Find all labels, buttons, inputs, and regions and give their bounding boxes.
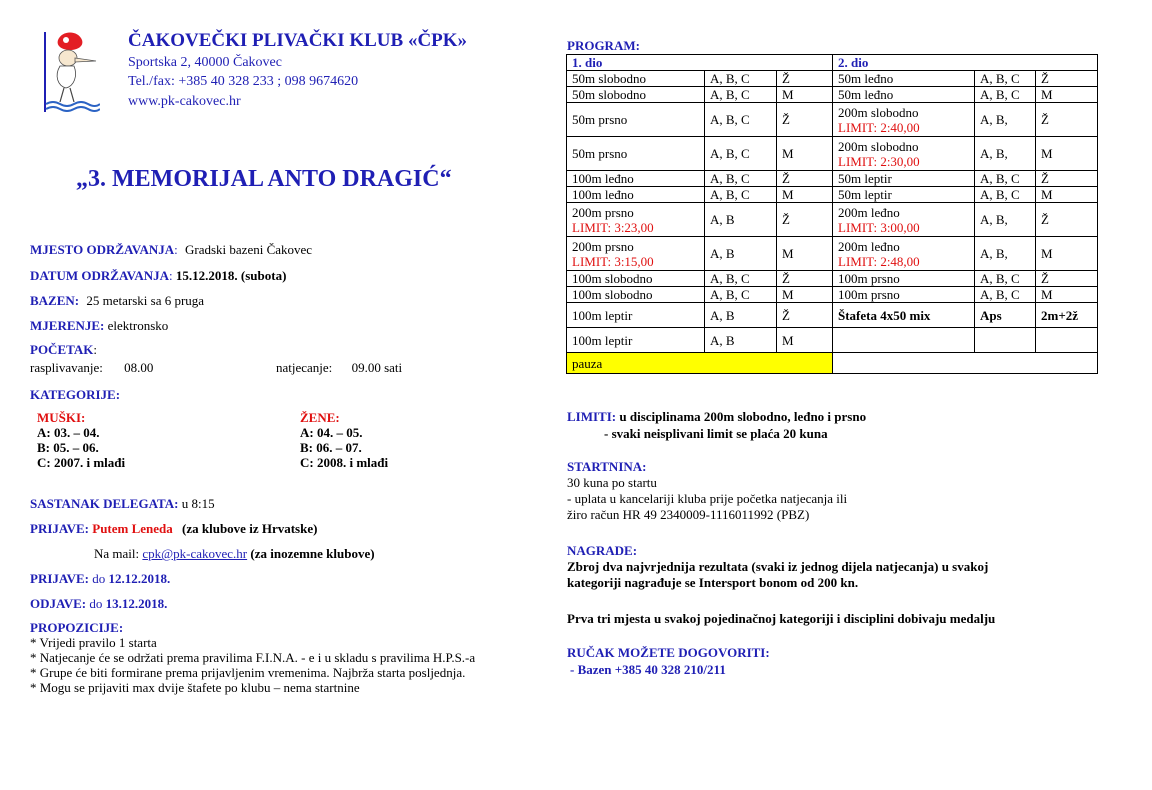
gender-cell-text: Ž — [782, 171, 790, 186]
program-label: PROGRAM: — [567, 38, 640, 53]
withdraw-row — [30, 596, 167, 611]
event-cell — [567, 71, 705, 87]
gender-cell — [777, 303, 833, 328]
event-cell-text: 100m prsno — [838, 271, 900, 286]
club-address: Sportska 2, 40000 Čakovec — [128, 55, 282, 70]
table-row — [567, 87, 1098, 103]
category-cell — [705, 237, 777, 271]
event-cell-text: 100m leptir — [572, 332, 633, 348]
gender-cell — [777, 203, 833, 237]
pause-cell: pauza — [567, 353, 833, 374]
fee-line: žiro račun HR 49 2340009-1116011992 (PBZ) — [567, 507, 810, 522]
category-cell — [975, 171, 1036, 187]
event-cell — [833, 287, 975, 303]
rule-item: * Mogu se prijaviti max dvije štafete po klubu – nema startnine — [30, 680, 360, 695]
event-cell-text: 200m leđno — [838, 204, 900, 220]
gender-cell-text: Ž — [782, 212, 790, 227]
men-label: MUŠKI: — [37, 410, 86, 425]
category-cell-text: A, B, C — [980, 271, 1020, 286]
pool-label: BAZEN: — [30, 293, 80, 308]
category-cell-text: A, B — [710, 212, 735, 227]
rule-item: * Natjecanje će se održati prema pravilima F.I.N.A. - e i u skladu s pravilima H.P.S.-a — [30, 650, 476, 665]
event-title: „3. MEMORIJAL ANTO DRAGIĆ“ — [76, 166, 452, 192]
awards-block — [567, 543, 988, 591]
category-cell-text: A, B, C — [980, 87, 1020, 102]
men-category-a: A: 03. – 04. — [37, 425, 100, 440]
gender-cell-text: M — [782, 87, 794, 102]
limits-row — [567, 409, 866, 424]
women-label: ŽENE: — [300, 410, 340, 425]
category-cell — [975, 303, 1036, 328]
event-cell — [833, 103, 975, 137]
warmup-row — [30, 360, 153, 375]
gender-cell — [1036, 287, 1098, 303]
pool-row — [30, 293, 204, 308]
category-cell — [975, 237, 1036, 271]
event-cell-text: 100m prsno — [838, 287, 900, 302]
entries-row — [30, 521, 317, 536]
venue-row: MJESTO ODRŽAVANJA: Gradski bazeni Čakovec — [30, 242, 313, 257]
fee-line: - uplata u kancelariji kluba prije početka natjecanja ili — [567, 491, 848, 506]
category-cell-text: A, B — [710, 332, 735, 348]
category-cell-text: A, B — [710, 246, 735, 261]
women-categories — [300, 410, 388, 470]
event-cell-text: 50m leptir — [838, 187, 892, 202]
men-categories — [37, 410, 125, 470]
club-logo — [38, 28, 100, 114]
gender-cell-text: Ž — [782, 307, 790, 323]
entries-deadline-prefix: do — [92, 571, 106, 586]
table-row — [567, 237, 1098, 271]
entries-croatia: (za klubove iz Hrvatske) — [182, 521, 318, 536]
date-label: DATUM ODRŽAVANJA — [30, 268, 170, 283]
gender-cell-text: M — [782, 246, 794, 261]
men-category-c: C: 2007. i mlađi — [37, 455, 126, 470]
category-cell — [705, 103, 777, 137]
event-cell — [567, 203, 705, 237]
timing-value: elektronsko — [107, 318, 169, 333]
category-cell-text: A, B, C — [710, 187, 750, 202]
limit-text: LIMIT: 2:40,00 — [838, 119, 920, 135]
delegates-label: SASTANAK DELEGATA: — [30, 496, 179, 511]
event-cell — [567, 87, 705, 103]
event-cell-text: 100m slobodno — [572, 287, 653, 302]
gender-cell — [777, 328, 833, 353]
gender-cell — [777, 237, 833, 271]
category-cell — [705, 187, 777, 203]
category-cell-text: A, B, C — [710, 287, 750, 302]
start-label: POČETAK — [30, 342, 94, 357]
category-cell — [975, 71, 1036, 87]
gender-cell — [777, 87, 833, 103]
competition-value: 09.00 sati — [351, 360, 403, 375]
category-cell-text: A, B, — [980, 212, 1008, 227]
venue-value: Gradski bazeni Čakovec — [185, 242, 313, 257]
rules-label: PROPOZICIJE: — [30, 620, 124, 635]
event-cell-text: 50m leptir — [838, 171, 892, 186]
mail-suffix: (za inozemne klubove) — [250, 546, 375, 561]
gender-cell — [1036, 328, 1098, 353]
category-cell-text: A, B, — [980, 246, 1008, 261]
table-row — [567, 203, 1098, 237]
category-cell — [705, 137, 777, 171]
pause-empty-cell — [833, 353, 1098, 374]
event-cell-text: 100m slobodno — [572, 271, 653, 286]
category-cell — [975, 87, 1036, 103]
event-cell — [833, 328, 975, 353]
table-row — [567, 137, 1098, 171]
table-row — [567, 171, 1098, 187]
part2-header: 2. dio — [833, 55, 1098, 71]
table-row — [567, 71, 1098, 87]
entries-deadline-row — [30, 571, 170, 586]
event-cell-text: 200m slobodno — [838, 104, 919, 120]
event-cell-text: 100m leptir — [572, 307, 633, 323]
gender-cell-text: M — [1041, 87, 1053, 102]
limit-text: LIMIT: 2:30,00 — [838, 153, 920, 169]
gender-cell-text: Ž — [782, 271, 790, 286]
event-cell — [567, 303, 705, 328]
event-cell-text: 200m slobodno — [838, 138, 919, 154]
category-cell — [705, 303, 777, 328]
event-cell — [567, 137, 705, 171]
mail-prefix: Na mail: — [94, 546, 140, 561]
mail-row — [94, 546, 375, 561]
category-cell-text: A, B, C — [710, 87, 750, 102]
gender-cell — [1036, 137, 1098, 171]
pause-row — [567, 353, 1098, 374]
timing-label: MJERENJE: — [30, 318, 105, 333]
table-row — [567, 287, 1098, 303]
lunch-label: RUČAK MOŽETE DOGOVORITI: — [567, 645, 770, 660]
category-cell-text: A, B, C — [980, 171, 1020, 186]
event-cell — [833, 203, 975, 237]
table-row — [567, 328, 1098, 353]
event-cell — [833, 87, 975, 103]
gender-cell — [777, 287, 833, 303]
category-cell-text: Aps — [980, 307, 1002, 323]
gender-cell — [1036, 203, 1098, 237]
women-category-c: C: 2008. i mlađi — [300, 455, 389, 470]
gender-cell-text: Ž — [1041, 171, 1049, 186]
lunch-value: - Bazen +385 40 328 210/211 — [570, 662, 726, 677]
category-cell — [705, 287, 777, 303]
fee-label: STARTNINA: — [567, 459, 647, 474]
limits-note: - svaki neisplivani limit se plaća 20 kuna — [604, 426, 828, 441]
event-cell — [833, 303, 975, 328]
entries-deadline-date: 12.12.2018. — [108, 571, 171, 586]
timing-row — [30, 318, 168, 333]
category-cell — [705, 87, 777, 103]
table-row — [567, 303, 1098, 328]
women-category-b: B: 06. – 07. — [300, 440, 362, 455]
category-cell-text: A, B, C — [710, 271, 750, 286]
event-cell-text: 200m prsno — [572, 238, 634, 254]
event-cell — [567, 237, 705, 271]
gender-cell-text: Ž — [1041, 71, 1049, 86]
gender-cell — [1036, 103, 1098, 137]
event-cell-text: 200m leđno — [838, 238, 900, 254]
rule-item: * Grupe će biti formirane prema prijavljenim vremenima. Najbrža starta posljednja. — [30, 665, 466, 680]
limits-label: LIMITI: — [567, 409, 617, 424]
category-cell — [705, 71, 777, 87]
category-cell — [705, 271, 777, 287]
event-cell-text: 100m leđno — [572, 187, 634, 202]
category-cell-text: A, B, — [980, 146, 1008, 161]
gender-cell-text: 2m+2ž — [1041, 307, 1079, 323]
category-cell — [975, 187, 1036, 203]
medals-text: Prva tri mjesta u svakoj pojedinačnoj kategoriji i disciplini dobivaju medalju — [567, 611, 996, 626]
category-cell-text: A, B, C — [710, 146, 750, 161]
table-header-row — [567, 55, 1098, 71]
event-cell-text: 200m prsno — [572, 204, 634, 220]
limit-text: LIMIT: 3:15,00 — [572, 253, 654, 269]
women-category-a: A: 04. – 05. — [300, 425, 363, 440]
gender-cell-text: Ž — [1041, 112, 1049, 127]
category-cell-text: A, B, C — [710, 112, 750, 127]
club-phone: Tel./fax: +385 40 328 233 ; 098 9674620 — [128, 74, 359, 89]
rule-item: * Vrijedi pravilo 1 starta — [30, 635, 157, 650]
gender-cell — [1036, 171, 1098, 187]
men-category-b: B: 05. – 06. — [37, 440, 99, 455]
category-cell — [975, 328, 1036, 353]
venue-label: MJESTO ODRŽAVANJA — [30, 242, 175, 257]
category-cell — [705, 328, 777, 353]
gender-cell — [1036, 237, 1098, 271]
category-cell-text: A, B, C — [980, 287, 1020, 302]
gender-cell-text: M — [1041, 146, 1053, 161]
club-name: ČAKOVEČKI PLIVAČKI KLUB «ČPK» — [128, 30, 468, 51]
gender-cell-text: M — [782, 187, 794, 202]
event-cell — [833, 271, 975, 287]
gender-cell-text: Ž — [782, 112, 790, 127]
event-cell — [567, 287, 705, 303]
event-cell — [833, 187, 975, 203]
gender-cell-text: M — [782, 332, 794, 348]
event-cell — [833, 137, 975, 171]
gender-cell — [1036, 271, 1098, 287]
gender-cell-text: M — [1041, 187, 1053, 202]
category-cell — [975, 103, 1036, 137]
category-cell-text: A, B, C — [980, 71, 1020, 86]
table-row — [567, 103, 1098, 137]
event-cell-text: 50m slobodno — [572, 71, 647, 86]
entries-deadline-label: PRIJAVE: — [30, 571, 89, 586]
gender-cell — [1036, 87, 1098, 103]
category-cell — [975, 287, 1036, 303]
fee-block — [567, 459, 847, 523]
limit-text: LIMIT: 3:00,00 — [838, 219, 920, 235]
part1-header: 1. dio — [567, 55, 833, 71]
gender-cell — [777, 103, 833, 137]
categories-label: KATEGORIJE: — [30, 387, 121, 402]
date-value: 15.12.2018. (subota) — [175, 268, 287, 283]
delegates-value: u 8:15 — [181, 496, 215, 511]
awards-line: kategoriji nagrađuje se Intersport bonom od 200 kn. — [567, 575, 859, 590]
category-cell-text: A, B, — [980, 112, 1008, 127]
competition-label: natjecanje: — [276, 360, 333, 375]
event-cell — [567, 187, 705, 203]
table-row — [567, 187, 1098, 203]
event-cell — [567, 271, 705, 287]
category-cell — [705, 171, 777, 187]
club-website[interactable]: www.pk-cakovec.hr — [128, 94, 241, 109]
event-cell — [833, 71, 975, 87]
pool-value: 25 metarski sa 6 pruga — [86, 293, 205, 308]
category-cell — [975, 271, 1036, 287]
category-cell — [975, 137, 1036, 171]
category-cell-text: A, B, C — [710, 71, 750, 86]
event-cell — [567, 171, 705, 187]
gender-cell — [777, 187, 833, 203]
gender-cell-text: Ž — [1041, 271, 1049, 286]
rules-block — [30, 620, 475, 695]
gender-cell — [1036, 71, 1098, 87]
gender-cell-text: M — [1041, 287, 1053, 302]
category-cell-text: A, B, C — [980, 187, 1020, 202]
program-table — [566, 54, 1098, 374]
event-cell — [833, 171, 975, 187]
limit-text: LIMIT: 3:23,00 — [572, 219, 654, 235]
event-cell-text: 50m prsno — [572, 146, 628, 161]
mail-link[interactable]: cpk@pk-cakovec.hr — [142, 546, 248, 561]
table-row — [567, 271, 1098, 287]
awards-line: Zbroj dva najvrjednija rezultata (svaki iz jednog dijela natjecanja) u svakoj — [567, 559, 989, 574]
withdraw-date: 13.12.2018. — [105, 596, 168, 611]
event-cell — [567, 328, 705, 353]
gender-cell — [1036, 303, 1098, 328]
gender-cell — [777, 171, 833, 187]
gender-cell — [1036, 187, 1098, 203]
competition-row — [276, 360, 402, 375]
category-cell — [975, 203, 1036, 237]
category-cell-text: A, B, C — [710, 171, 750, 186]
category-cell — [705, 203, 777, 237]
limits-text: u disciplinama 200m slobodno, leđno i prsno — [619, 409, 867, 424]
gender-cell — [777, 137, 833, 171]
event-cell-text: 50m slobodno — [572, 87, 647, 102]
date-row: DATUM ODRŽAVANJA: 15.12.2018. (subota) — [30, 268, 287, 283]
event-cell-text: 100m leđno — [572, 171, 634, 186]
delegates-row — [30, 496, 215, 511]
gender-cell-text: M — [782, 146, 794, 161]
gender-cell-text: M — [782, 287, 794, 302]
gender-cell — [777, 71, 833, 87]
warmup-value: 08.00 — [124, 360, 154, 375]
event-cell-text: 50m leđno — [838, 87, 894, 102]
event-cell — [567, 103, 705, 137]
awards-label: NAGRADE: — [567, 543, 638, 558]
event-cell-text: Štafeta 4x50 mix — [838, 307, 931, 323]
entries-label: PRIJAVE: — [30, 521, 89, 536]
start-row: POČETAK: — [30, 342, 97, 357]
category-cell-text: A, B — [710, 307, 735, 323]
withdraw-label: ODJAVE: — [30, 596, 87, 611]
gender-cell — [777, 271, 833, 287]
gender-cell-text: Ž — [1041, 212, 1049, 227]
entries-leneda: Putem Leneda — [92, 521, 173, 536]
withdraw-prefix: do — [89, 596, 103, 611]
event-cell — [833, 237, 975, 271]
limit-text: LIMIT: 2:48,00 — [838, 253, 920, 269]
warmup-label: rasplivavanje: — [30, 360, 103, 375]
event-cell-text: 50m prsno — [572, 112, 628, 127]
gender-cell-text: M — [1041, 246, 1053, 261]
fee-line: 30 kuna po startu — [567, 475, 657, 490]
event-cell-text: 50m leđno — [838, 71, 894, 86]
gender-cell-text: Ž — [782, 71, 790, 86]
